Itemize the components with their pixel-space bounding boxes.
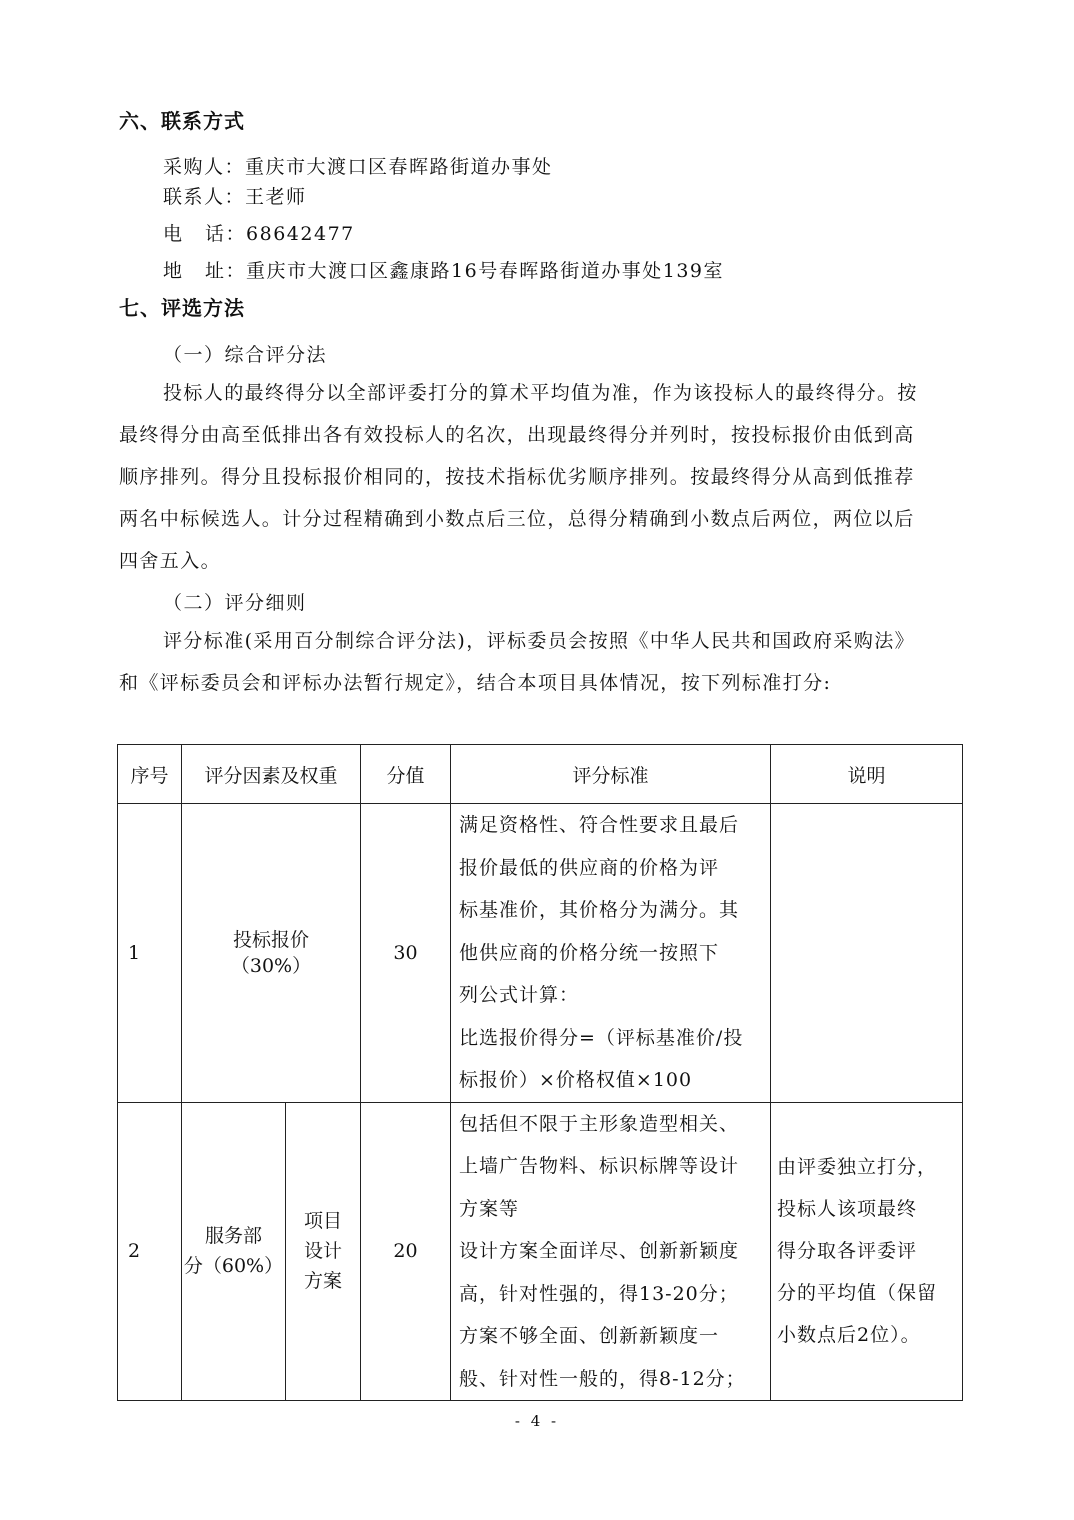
table-header-row <box>118 745 963 804</box>
paragraph-line: 和《评标委员会和评标办法暂行规定》，结合本项目具体情况，按下列标准打分: <box>119 672 832 694</box>
standard-line: 满足资格性、符合性要求且最后 <box>459 814 740 836</box>
header-no: 序号 <box>118 745 182 804</box>
standard-line: 高，针对性强的，得13-20分； <box>459 1282 739 1305</box>
address-line <box>163 256 724 283</box>
table-row <box>118 804 963 1103</box>
note-line: 投标人该项最终 <box>777 1198 918 1221</box>
row2-no: 2 <box>118 1102 182 1401</box>
sub-factor-line: 设计 <box>303 1240 342 1263</box>
subheading-comprehensive: （一）综合评分法 <box>163 344 328 366</box>
standard-line: 方案不够全面、创新新颖度一 <box>459 1325 720 1347</box>
row1-factor-name: 投标报价 <box>232 928 309 951</box>
standard-line: 标基准价，其价格分为满分。其 <box>459 899 740 921</box>
paragraph-line: 四舍五入。 <box>119 550 222 572</box>
row1-factor-weight: （30%） <box>230 954 312 977</box>
standard-line: 设计方案全面详尽、创新新颖度 <box>459 1240 740 1262</box>
sub-factor-line: 项目 <box>303 1210 342 1233</box>
standard-line: 上墙广告物料、标识标牌等设计 <box>459 1155 740 1177</box>
header-standard: 评分标准 <box>451 745 771 804</box>
paragraph-detailed <box>119 620 971 704</box>
section-7-heading: 七、评选方法 <box>119 296 245 320</box>
contact-line: 联系人：王老师 <box>163 186 307 208</box>
standard-line: 比选报价得分=（评标基准价/投 <box>459 1026 744 1049</box>
standard-line: 列公式计算： <box>459 984 580 1006</box>
standard-line: 包括但不限于主形象造型相关、 <box>459 1112 740 1135</box>
paragraph-line: 顺序排列。得分且投标报价相同的，按技术指标优劣顺序排列。按最终得分从高到低推荐 <box>119 466 915 488</box>
note-line: 分的平均值（保留 <box>777 1282 938 1305</box>
paragraph-line: 两名中标候选人。计分过程精确到小数点后三位，总得分精确到小数点后两位，两位以后 <box>119 508 915 530</box>
note-line: 由评委独立打分， <box>777 1156 938 1179</box>
row2-standard <box>451 1102 771 1401</box>
address-text: 重庆市大渡口区鑫康路16号春晖路街道办事处139室 <box>246 260 724 282</box>
row1-note <box>771 804 963 1103</box>
section-6-heading: 六、联系方式 <box>119 109 245 133</box>
note-line: 小数点后2位）。 <box>777 1324 921 1347</box>
note-line: 得分取各评委评 <box>777 1240 918 1263</box>
standard-line: 方案等 <box>459 1197 520 1220</box>
table-row <box>118 1102 963 1401</box>
standard-line: 他供应商的价格分统一按照下 <box>459 941 720 964</box>
paragraph-line: 评分标准(采用百分制综合评分法)，评标委员会按照《中华人民共和国政府采购法》 <box>163 630 916 652</box>
phone-line <box>163 219 355 246</box>
address-label: 地 址： <box>163 260 247 282</box>
row2-sub-factor <box>286 1102 361 1401</box>
paragraph-line: 投标人的最终得分以全部评委打分的算术平均值为准，作为该投标人的最终得分。按 <box>163 382 918 404</box>
header-note: 说明 <box>771 745 963 804</box>
row1-factor <box>182 804 361 1103</box>
page-number: - 4 - <box>514 1412 560 1430</box>
phone-number: 68642477 <box>246 223 355 245</box>
row1-no: 1 <box>118 804 182 1103</box>
row2-factor-weight: 分（60%） <box>183 1255 284 1278</box>
row1-score: 30 <box>361 804 451 1103</box>
standard-line: 标报价）×价格权值×100 <box>459 1069 693 1091</box>
paragraph-comprehensive <box>119 372 971 582</box>
row1-standard <box>451 804 771 1103</box>
header-score: 分值 <box>361 745 451 804</box>
row2-factor <box>182 1102 286 1401</box>
scoring-table <box>117 744 963 1401</box>
phone-label: 电 话： <box>163 223 247 245</box>
paragraph-line: 最终得分由高至低排出各有效投标人的名次，出现最终得分并列时，按投标报价由低到高 <box>119 424 915 446</box>
sub-factor-line: 方案 <box>303 1270 342 1293</box>
purchaser-line: 采购人：重庆市大渡口区春晖路街道办事处 <box>163 156 553 178</box>
standard-line: 般、针对性一般的，得8-12分； <box>459 1367 746 1390</box>
header-factor: 评分因素及权重 <box>182 745 361 804</box>
row2-note <box>771 1102 963 1401</box>
subheading-detailed: （二）评分细则 <box>163 592 307 614</box>
row2-factor-name: 服务部 <box>204 1225 262 1248</box>
standard-line: 报价最低的供应商的价格为评 <box>459 856 720 879</box>
row2-score: 20 <box>361 1102 451 1401</box>
